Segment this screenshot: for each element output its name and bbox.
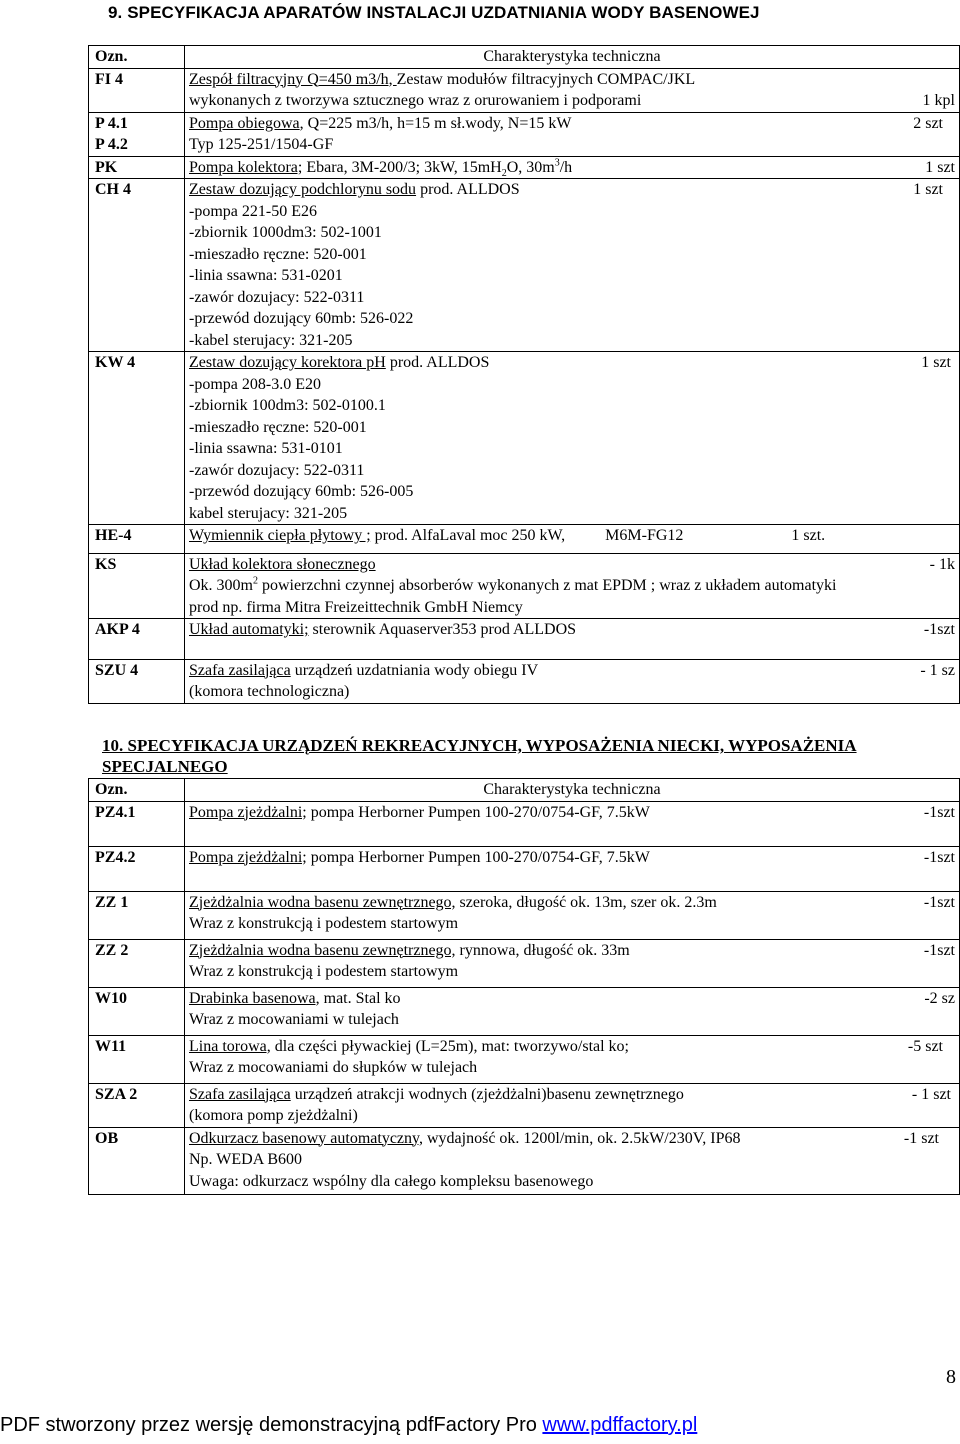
item-quantity: -1szt [923,848,955,866]
item-text: Wraz z mocowaniami w tulejach [189,1011,399,1028]
table-row [89,846,960,891]
row-code: OB [89,1127,185,1195]
table-row [89,553,960,619]
item-quantity: 1 szt [921,354,951,371]
item-quantity: -2 sz [924,989,955,1007]
component-line: -linia ssawna: 531-0201 [189,267,343,284]
footer-link[interactable]: www.pdffactory.pl [542,1414,698,1436]
item-title: Pompa zjeżdżalni; [189,848,307,866]
row-description: Zjeżdżalnia wodna basenu zewnętrznego, szeroka, długość ok. 13m, szer ok. 2.3m -1szt Wraz z konstrukcją i podestem startowym [185,891,960,939]
row-description: Odkurzacz basenowy automatyczny, wydajność ok. 1200l/min, ok. 2.5kW/230V, IP68 -1 szt Np. WEDA B600 Uwaga: odkurzacz wspólny dla całego kompleksu basenowego [185,1127,960,1195]
description-header: Charakterystyka techniczna [185,46,960,69]
row-description [185,112,960,156]
item-quantity: 1 szt [913,181,943,198]
row-code: ZZ 2 [89,939,185,987]
row-description: Pompa zjeżdżalni; pompa Herborner Pumpen 100-270/0754-GF, 7.5kW -1szt [185,846,960,891]
item-quantity: -5 szt [907,1037,943,1055]
row-code: P 4.1 P 4.2 [89,112,185,156]
item-title: Układ automatyki; [189,621,309,638]
item-title: Zjeżdżalnia wodna basenu zewnętrznego, [189,893,456,911]
row-code: AKP 4 [89,619,185,660]
item-text: Np. WEDA B600 [189,1151,303,1168]
table-row [89,1083,960,1127]
row-code: SZA 2 [89,1083,185,1127]
section-10-title: 10. SPECYFIKACJA URZĄDZEŃ REKREACYJNYCH, WYPOSAŻENIA NIECKI, WYPOSAŻENIA SPECJALNEGO [102,736,857,776]
component-line: -linia ssawna: 531-0101 [189,440,343,457]
row-code: PZ4.2 [89,846,185,891]
table-row [89,112,960,156]
item-quantity: 1 szt [925,158,955,176]
item-title: Pompa kolektora; [189,158,303,176]
row-description: Lina torowa, dla części pływackiej (L=25m), mat: tworzywo/stal ko; -5 szt Wraz z mocowaniami do słupków w tulejach [185,1035,960,1083]
table-row [89,68,960,112]
item-title: Odkurzacz basenowy automatyczny, [189,1129,423,1147]
item-text: Zestaw modułów filtracyjnych COMPAC/JKL [396,70,696,88]
item-text: (komora pomp zjeżdżalni) [189,1107,358,1124]
item-text: , Q=225 m3/h, h=15 m sł.wody, N=15 kW [299,114,572,132]
item-title: Szafa zasilająca [189,661,291,679]
table-row [89,1127,960,1195]
component-line: kabel sterujacy: 321-205 [189,504,348,522]
component-line: -zbiornik 1000dm3: 502-1001 [189,224,382,241]
code-header: Ozn. [89,779,185,802]
table-row [89,525,960,554]
item-quantity: -1szt [923,941,955,959]
item-quantity: -1szt [923,621,955,638]
row-code: KS [89,553,185,619]
item-title: Zjeżdżalnia wodna basenu zewnętrznego, [189,941,456,959]
item-quantity: 2 szt [913,114,943,132]
table-row [89,1035,960,1083]
item-quantity: 1 szt. [791,527,826,544]
row-description: Układ automatyki; sterownik Aquaserver353 prod ALLDOS -1szt [185,619,960,660]
item-text: wykonanych z tworzywa sztucznego wraz z orurowaniem i podporami [189,92,642,109]
row-code: W11 [89,1035,185,1083]
item-text: Wraz z konstrukcją i podestem startowym [189,963,459,980]
row-code: PZ4.1 [89,801,185,846]
table-header-row [89,46,960,69]
row-code: KW 4 [89,352,185,525]
component-line: -zawór dozujacy: 522-0311 [189,461,365,479]
item-quantity: 1 kpl [922,92,955,109]
section-9-title: 9. SPECYFIKACJA APARATÓW INSTALACJI UZDATNIANIA WODY BASENOWEJ [108,3,760,22]
item-quantity: - 1 szt [911,1085,951,1103]
component-line: -przewód dozujący 60mb: 526-022 [189,310,414,327]
item-title: Szafa zasilająca [189,1085,291,1103]
table-row [89,801,960,846]
row-code: ZZ 1 [89,891,185,939]
item-title: Zespół filtracyjny Q=450 m3/h, [189,70,397,88]
table-row [89,179,960,352]
row-code: SZU 4 [89,659,185,703]
item-title: Wymiennik ciepła płytowy ; [189,527,371,544]
row-code: CH 4 [89,179,185,352]
row-description: Zestaw dozujący korektora pH prod. ALLDOS 1 szt -pompa 208-3.0 E20 -zbiornik 100dm3: 502-0100.1 -mieszadło ręczne: 520-001 -linia ssawna: 531-0101 -zawór dozujacy: 522-0311 -przewód dozujący 60mb: 526-005 kabel sterujacy: 321-205 [185,352,960,525]
row-description: Drabinka basenowa, mat. Stal ko -2 sz Wraz z mocowaniami w tulejach [185,987,960,1035]
item-quantity: -1szt [923,803,955,821]
page-number: 8 [946,1366,956,1388]
item-quantity: - 1k [929,555,955,573]
item-title: Lina torowa, [189,1037,271,1055]
row-description: Szafa zasilająca urządzeń atrakcji wodnych (zjeżdżalni)basenu zewnętrznego - 1 szt (komora pomp zjeżdżalni) [185,1083,960,1127]
item-quantity: -1 szt [903,1129,939,1147]
table-row [89,619,960,660]
row-code: FI 4 [89,68,185,112]
table-row [89,659,960,703]
footer-note [0,1414,697,1437]
item-text: Uwaga: odkurzacz wspólny dla całego kompleksu basenowego [189,1172,594,1190]
item-title: Pompa obiegowa [189,114,300,132]
item-quantity: - 1 sz [920,661,955,679]
apparatus-table [88,45,960,704]
row-code: HE-4 [89,525,185,554]
item-text: Wraz z konstrukcją i podestem startowym [189,915,459,932]
item-title: Zestaw dozujący podchlorynu sodu [189,181,417,198]
item-text: prod np. firma Mitra Freizeittechnik GmbH Niemcy [189,598,523,616]
table-row [89,891,960,939]
table-row [89,156,960,179]
table-row [89,352,960,525]
table-header-row [89,779,960,802]
component-line: -kabel sterujacy: 321-205 [189,331,353,349]
item-quantity: -1szt [923,893,955,911]
component-line: -mieszadło ręczne: 520-001 [189,418,367,436]
code-header: Ozn. [89,46,185,69]
component-line: -zbiornik 100dm3: 502-0100.1 [189,397,386,414]
item-title: Pompa zjeżdżalni; [189,803,307,821]
item-title: Zestaw dozujący korektora pH [189,354,386,371]
component-line: -pompa 221-50 E26 [189,202,317,220]
row-description: Zestaw dozujący podchlorynu sodu prod. ALLDOS 1 szt -pompa 221-50 E26 -zbiornik 1000dm3: 502-1001 -mieszadło ręczne: 520-001 -linia ssawna: 531-0201 -zawór dozujacy: 522-0311 -przewód dozujący 60mb: 526-022 -kabel sterujacy: 321-205 [185,179,960,352]
row-description: Pompa zjeżdżalni; pompa Herborner Pumpen 100-270/0754-GF, 7.5kW -1szt [185,801,960,846]
description-header: Charakterystyka techniczna [185,779,960,802]
row-code: W10 [89,987,185,1035]
row-code: PK [89,156,185,179]
table-row [89,987,960,1035]
row-description: Szafa zasilająca urządzeń uzdatniania wody obiegu IV - 1 sz (komora technologiczna) [185,659,960,703]
table-row [89,939,960,987]
row-description: Wymiennik ciepła płytowy ; prod. AlfaLaval moc 250 kW, M6M-FG12 1 szt. [185,525,960,554]
item-text: (komora technologiczna) [189,683,350,700]
component-line: -pompa 208-3.0 E20 [189,375,321,393]
component-line: -zawór dozujacy: 522-0311 [189,288,365,306]
row-description: Układ kolektora słonecznego - 1k Ok. $300m^2$ powierzchni czynnej absorberów wykonanych z mat EPDM ; wraz z układem automatyki prod np. firma Mitra Freizeittechnik GmbH Niemcy [185,553,960,619]
footer-text: PDF stworzony przez wersję demonstracyjną pdfFactory Pro [0,1414,543,1436]
equipment-table [88,778,960,1195]
row-description [185,68,960,112]
item-title: Układ kolektora słonecznego [189,555,376,573]
row-description: Zjeżdżalnia wodna basenu zewnętrznego, rynnowa, długość ok. 33m -1szt Wraz z konstrukcją i podestem startowym [185,939,960,987]
item-text: Wraz z mocowaniami do słupków w tulejach [189,1059,478,1076]
component-line: -mieszadło ręczne: 520-001 [189,245,367,263]
item-title: Drabinka basenowa, [189,989,320,1007]
item-text: Typ 125-251/1504-GF [189,136,334,153]
component-line: -przewód dozujący 60mb: 526-005 [189,483,414,500]
row-description: Pompa kolektora; Ebara, 3M-200/3; 3kW, $15mH_2O$, $30m^3/h$ 1 szt [185,156,960,179]
